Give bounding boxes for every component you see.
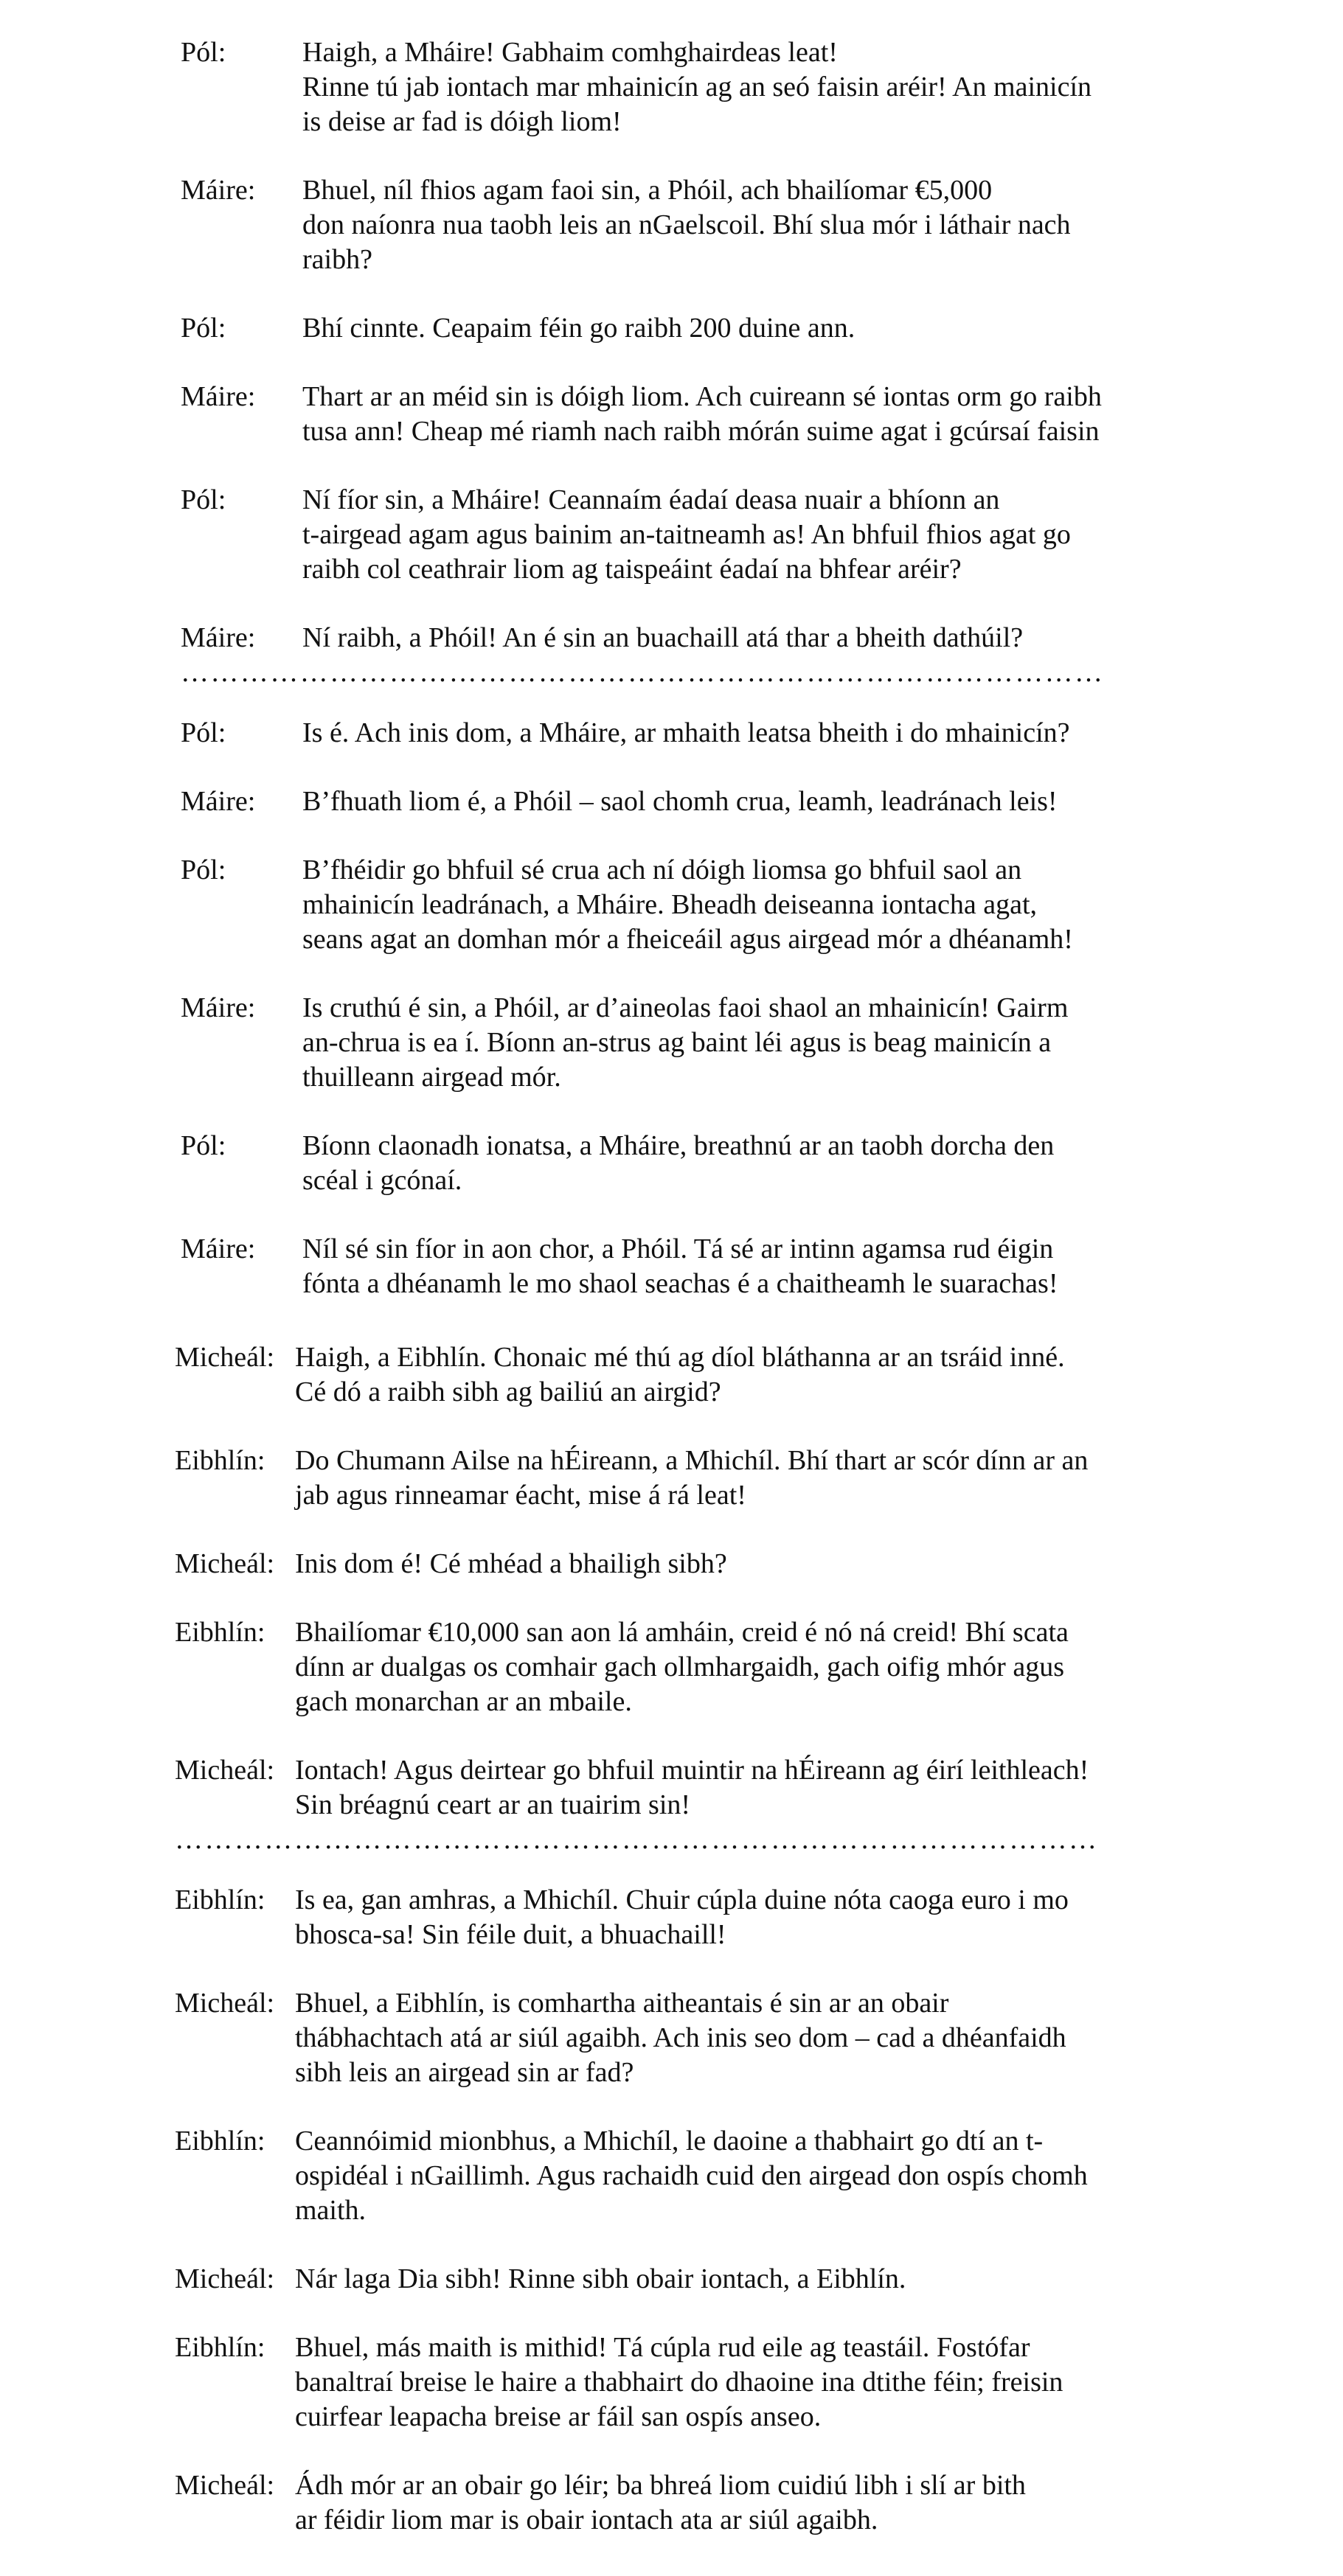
speech-text	[302, 784, 1343, 819]
dialogue-turn	[175, 1615, 1343, 1719]
speech-line: sibh leis an airgead sin ar fad?	[295, 2057, 634, 2088]
speaker-name: Eibhlín:	[175, 1884, 266, 1915]
speech-line: fónta a dhéanamh le mo shaol seachas é a chaitheamh le suarachas!	[302, 1268, 1058, 1299]
speaker-name: Eibhlín:	[175, 2126, 266, 2156]
speech-line: Bhuel, más maith is mithid! Tá cúpla rud eile ag teastáil. Fostófar	[295, 2332, 1030, 2363]
dialogue-1-part-b	[181, 716, 1343, 1301]
speech-text	[295, 1340, 1343, 1410]
speech-text	[295, 1615, 1343, 1719]
speech-text	[295, 1547, 1343, 1581]
dialogue-2-part-a	[175, 1340, 1343, 1823]
speaker-name: Micheál:	[175, 2263, 275, 2294]
speech-line: Bhuel, níl fhios agam faoi sin, a Phóil, ach bhailíomar €5,000	[302, 175, 993, 206]
speech-text	[302, 380, 1343, 449]
dialogue-turn	[181, 35, 1343, 139]
speech-text	[302, 621, 1343, 655]
speech-line: thuilleann airgead mór.	[302, 1062, 561, 1093]
speaker-name: Micheál:	[175, 1755, 275, 1786]
speaker-name: Máire:	[181, 175, 256, 206]
speech-line: bhosca-sa! Sin féile duit, a bhuachaill!	[295, 1919, 726, 1950]
speech-line: ospidéal i nGaillimh. Agus rachaidh cuid den airgead don ospís chomh	[295, 2160, 1088, 2191]
speaker-name: Micheál:	[175, 1988, 275, 2019]
speech-text	[302, 1232, 1343, 1301]
dialogue-turn	[181, 483, 1343, 587]
speech-line: banaltraí breise le haire a thabhairt do dhaoine ina dtithe féin; freisin	[295, 2367, 1063, 2398]
speech-line: maith.	[295, 2195, 367, 2226]
speech-line: B’fhéidir go bhfuil sé crua ach ní dóigh liomsa go bhfuil saol an	[302, 854, 1022, 885]
speaker-name: Eibhlín:	[175, 2332, 266, 2363]
speech-line: Ceannóimid mionbhus, a Mhichíl, le daoine a thabhairt go dtí an t-	[295, 2126, 1044, 2156]
speaker-name: Micheál:	[175, 1342, 275, 1373]
speech-line: Haigh, a Mháire! Gabhaim comhghairdeas leat!	[302, 37, 838, 68]
speech-line: raibh col ceathrair liom ag taispeáint éadaí na bhfear aréir?	[302, 554, 962, 585]
speaker-name: Máire:	[181, 786, 256, 817]
speech-line: Is é. Ach inis dom, a Mháire, ar mhaith leatsa bheith i do mhainicín?	[302, 717, 1070, 748]
speech-line: Inis dom é! Cé mhéad a bhailigh sibh?	[295, 1548, 727, 1579]
dialogue-1-part-a	[181, 35, 1343, 655]
speech-text	[302, 1129, 1343, 1198]
speech-text	[295, 2124, 1343, 2228]
speech-line: Sin bréagnú ceart ar an tuairim sin!	[295, 1789, 691, 1820]
speech-line: Níl sé sin fíor in aon chor, a Phóil. Tá sé ar intinn agamsa rud éigin	[302, 1233, 1054, 1264]
speech-text	[295, 1444, 1343, 1513]
speech-line: Is cruthú é sin, a Phóil, ar d’aineolas faoi shaol an mhainicín! Gairm	[302, 992, 1069, 1023]
dialogue-turn	[181, 716, 1343, 751]
dialogue-2-part-b	[175, 1883, 1343, 2538]
speech-line: don naíonra nua taobh leis an nGaelscoil. Bhí slua mór i láthair nach	[302, 209, 1071, 240]
speaker-name: Pól:	[181, 313, 226, 344]
speech-line: gach monarchan ar an mbaile.	[295, 1686, 632, 1717]
speech-line: t-airgead agam agus bainim an-taitneamh as! An bhfuil fhios agat go	[302, 519, 1071, 550]
speech-line: Ní fíor sin, a Mháire! Ceannaím éadaí deasa nuair a bhíonn an	[302, 484, 1000, 515]
speech-line: B’fhuath liom é, a Phóil – saol chomh crua, leamh, leadránach leis!	[302, 786, 1058, 817]
speech-text	[295, 1753, 1343, 1823]
speech-text	[295, 2330, 1343, 2434]
speech-line: jab agus rinneamar éacht, mise á rá leat!	[295, 1480, 746, 1511]
dialogue-turn	[181, 1232, 1343, 1301]
speech-line: is deise ar fad is dóigh liom!	[302, 106, 622, 137]
dialogue-micheal-eibhlin	[175, 1340, 1343, 2572]
speaker-name: Máire:	[181, 1233, 256, 1264]
speech-text	[295, 2468, 1343, 2538]
section-divider: …………………………………………………………………………………	[181, 661, 1105, 683]
speech-text	[302, 311, 1343, 346]
speech-line: thábhachtach atá ar siúl agaibh. Ach inis seo dom – cad a dhéanfaidh	[295, 2022, 1066, 2053]
dialogue-turn	[175, 1547, 1343, 1581]
dialogue-turn	[175, 2330, 1343, 2434]
section-divider: …………………………………………………………………………………	[175, 1828, 1099, 1851]
speech-line: mhainicín leadránach, a Mháire. Bheadh deiseanna iontacha agat,	[302, 889, 1037, 920]
speaker-name: Máire:	[181, 381, 256, 412]
dialogue-turn	[181, 173, 1343, 277]
speech-text	[302, 35, 1343, 139]
speech-line: Bhí cinnte. Ceapaim féin go raibh 200 duine ann.	[302, 313, 856, 344]
speech-line: cuirfear leapacha breise ar fáil san ospís anseo.	[295, 2401, 822, 2432]
speech-text	[302, 483, 1343, 587]
speech-line: Bíonn claonadh ionatsa, a Mháire, breathnú ar an taobh dorcha den	[302, 1130, 1055, 1161]
speaker-name: Pól:	[181, 854, 226, 885]
speaker-name: Eibhlín:	[175, 1617, 266, 1648]
dialogue-turn	[181, 853, 1343, 957]
speech-text	[302, 991, 1343, 1095]
speech-line: raibh?	[302, 244, 372, 275]
speech-line: tusa ann! Cheap mé riamh nach raibh mórán suime agat i gcúrsaí faisin	[302, 416, 1100, 447]
speech-line: Ádh mór ar an obair go léir; ba bhreá liom cuidiú libh i slí ar bith	[295, 2470, 1026, 2501]
dialogue-turn	[181, 621, 1343, 655]
dialogue-turn	[175, 1883, 1343, 1952]
speaker-name: Micheál:	[175, 1548, 275, 1579]
dialogue-turn	[181, 311, 1343, 346]
speaker-name: Pól:	[181, 484, 226, 515]
dialogue-turn	[175, 2262, 1343, 2297]
dialogue-turn	[175, 2468, 1343, 2538]
dialogue-turn	[175, 1340, 1343, 1410]
speech-line: Is ea, gan amhras, a Mhichíl. Chuir cúpla duine nóta caoga euro i mo	[295, 1884, 1069, 1915]
speech-line: Iontach! Agus deirtear go bhfuil muintir na hÉireann ag éirí leithleach!	[295, 1755, 1089, 1786]
speaker-name: Micheál:	[175, 2470, 275, 2501]
speaker-name: Máire:	[181, 622, 256, 653]
speech-line: scéal i gcónaí.	[302, 1165, 462, 1196]
speech-line: Nár laga Dia sibh! Rinne sibh obair iontach, a Eibhlín.	[295, 2263, 906, 2294]
speech-line: seans agat an domhan mór a fheiceáil agus airgead mór a dhéanamh!	[302, 924, 1073, 955]
speech-text	[295, 1883, 1343, 1952]
dialogue-turn	[175, 1444, 1343, 1513]
dialogue-pol-maire	[181, 35, 1343, 1340]
speech-text	[302, 173, 1343, 277]
speaker-name: Pól:	[181, 1130, 226, 1161]
speech-text	[295, 1986, 1343, 2090]
speech-line: Bhuel, a Eibhlín, is comhartha aitheantais é sin ar an obair	[295, 1988, 949, 2019]
speech-line: Ní raibh, a Phóil! An é sin an buachaill atá thar a bheith dathúil?	[302, 622, 1024, 653]
speech-line: Do Chumann Ailse na hÉireann, a Mhichíl. Bhí thart ar scór dínn ar an	[295, 1445, 1089, 1476]
speech-line: Thart ar an méid sin is dóigh liom. Ach cuireann sé iontas orm go raibh	[302, 381, 1102, 412]
dialogue-turn	[175, 2124, 1343, 2228]
speech-line: ar féidir liom mar is obair iontach ata ar siúl agaibh.	[295, 2504, 878, 2535]
dialogue-turn	[175, 1986, 1343, 2090]
dialogue-turn	[181, 991, 1343, 1095]
dialogue-turn	[181, 380, 1343, 449]
speech-line: Bhailíomar €10,000 san aon lá amháin, creid é nó ná creid! Bhí scata	[295, 1617, 1069, 1648]
speech-line: Cé dó a raibh sibh ag bailiú an airgid?	[295, 1376, 721, 1407]
dialogue-turn	[175, 1753, 1343, 1823]
speech-line: Rinne tú jab iontach mar mhainicín ag an seó faisin aréir! An mainicín	[302, 72, 1092, 102]
speech-text	[295, 2262, 1343, 2297]
speech-text	[302, 853, 1343, 957]
speech-line: dínn ar dualgas os comhair gach ollmhargaidh, gach oifig mhór agus	[295, 1651, 1064, 1682]
speaker-name: Eibhlín:	[175, 1445, 266, 1476]
dialogue-turn	[181, 784, 1343, 819]
speaker-name: Pól:	[181, 37, 226, 68]
speech-text	[302, 716, 1343, 751]
dialogue-turn	[181, 1129, 1343, 1198]
speaker-name: Máire:	[181, 992, 256, 1023]
speech-line: Haigh, a Eibhlín. Chonaic mé thú ag díol bláthanna ar an tsráid inné.	[295, 1342, 1065, 1373]
speech-line: an-chrua is ea í. Bíonn an-strus ag baint léi agus is beag mainicín a	[302, 1027, 1052, 1058]
speaker-name: Pól:	[181, 717, 226, 748]
